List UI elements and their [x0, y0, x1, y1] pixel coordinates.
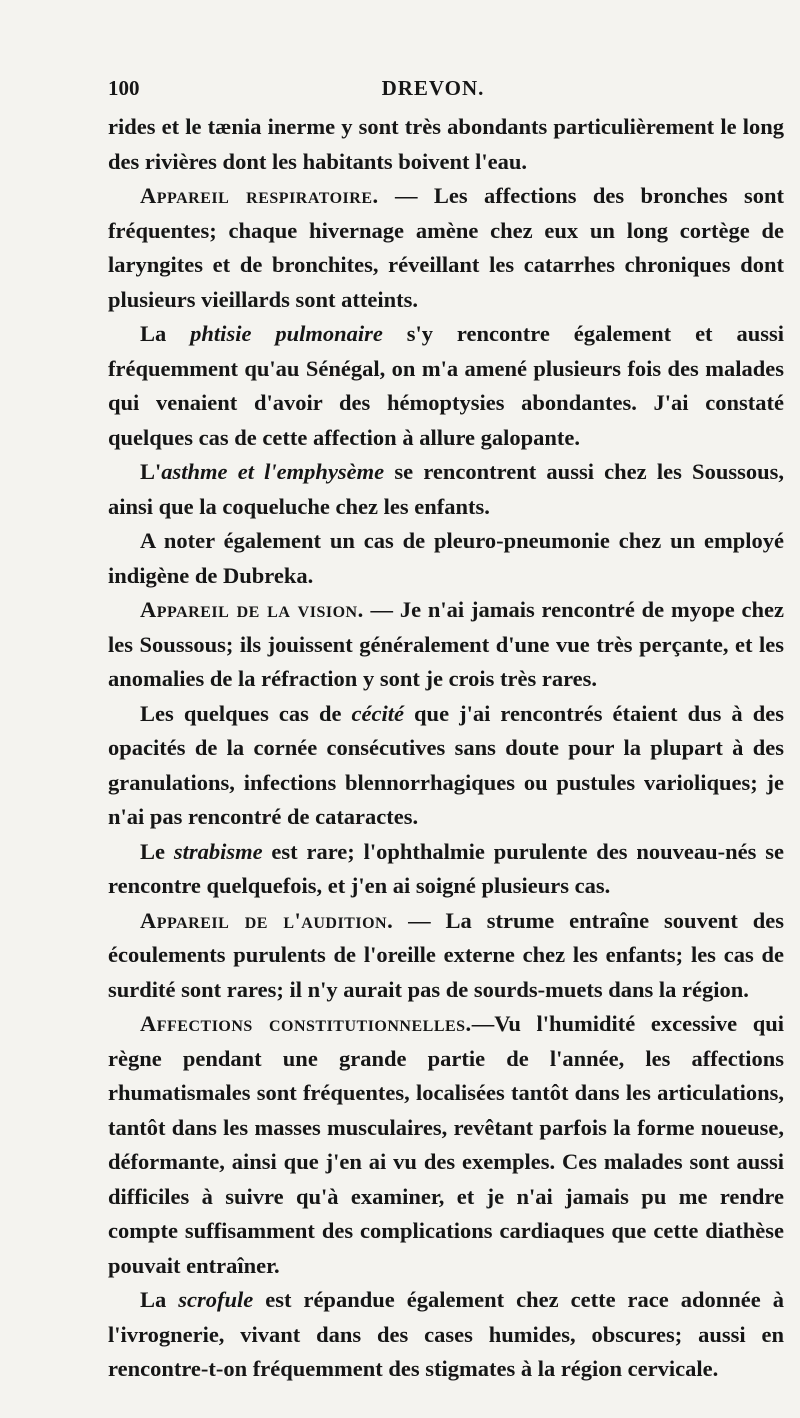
italic-term: strabisme — [173, 838, 263, 864]
paragraph — [108, 110, 784, 179]
section-heading: Appareil respiratoire. — [140, 183, 379, 208]
text-run: — Les affections des bronches sont fréquentes; chaque hivernage amène chez eux un long cortège de laryngites et de bronchites, réveillant les catarrhes chroniques dont plusieurs vieillards sont atteints. — [108, 183, 784, 312]
italic-term: phtisie pulmonaire — [190, 321, 383, 346]
italic-term: scrofule — [178, 1287, 254, 1312]
paragraph — [108, 455, 784, 524]
italic-term: cécité — [351, 700, 404, 726]
text-run: — La strume entraîne souvent des écoulements purulents de l'oreille externe chez les enfants; les cas de surdité sont rares; il n'y aurait pas de sourds-muets dans la région. — [108, 907, 784, 1002]
text-run: est répandue également chez cette race adonnée à l'ivrognerie, vivant dans des cases humides, obscures; aussi en rencontre-t-on fréquemment des stigmates à la région cervicale. — [108, 1287, 784, 1381]
paragraph — [108, 179, 784, 317]
section-heading: Appareil de la vision. — [140, 597, 364, 622]
text-run: est rare; l'ophthalmie purulente des nouveau-nés se rencontre quelquefois, et j'en ai soigné plusieurs cas. — [108, 838, 784, 898]
text-run: — Je n'ai jamais rencontré de myope chez les Soussous; ils jouissent généralement d'une vue très perçante, et les anomalies de la réfraction y sont je crois très rares. — [108, 597, 784, 691]
paragraph — [108, 524, 784, 593]
text-run: A noter également un cas de pleuro-pneumonie chez un employé indigène de Dubreka. — [108, 528, 784, 588]
body-text — [108, 110, 784, 1387]
paragraph — [108, 593, 784, 697]
italic-term: asthme et l'emphysème — [161, 459, 385, 484]
text-run: Les quelques cas de — [140, 700, 352, 726]
text-run: que j'ai rencontrés étaient dus à des opacités de la cornée consécutives sans doute pour la plupart à des granulations, infections blennorrhagiques ou pustules varioliques; je n'ai pas rencontré de cataractes. — [108, 700, 784, 829]
paragraph — [108, 904, 784, 1008]
section-heading: Appareil de l'audition. — [140, 907, 394, 933]
page-number: 100 — [108, 76, 140, 100]
text-run: La — [140, 1287, 179, 1312]
text-run: —Vu l'humidité excessive qui règne pendant une grande partie de l'année, les affections rhumatismales sont fréquentes, localisées tantôt dans les articulations, tantôt dans les masses musculaires, revêtant parfois la forme noueuse, déformante, ainsi que j'en ai vu des exemples. Ces malades sont aussi difficiles à suivre qu'à examiner, et je n'ai jamais pu me rendre compte suffisamment des complications cardiaques que cette diathèse pouvait entraîner. — [108, 1011, 785, 1278]
text-run: La — [140, 321, 191, 346]
text-run: s'y rencontre également et aussi fréquemment qu'au Sénégal, on m'a amené plusieurs fois des malades qui venaient d'avoir des hémoptysies abondantes. J'ai constaté quelques cas de cette affection à allure galopante. — [108, 321, 784, 450]
page-header — [108, 76, 758, 110]
text-run: se rencontrent aussi chez les Soussous, ainsi que la coqueluche chez les enfants. — [108, 459, 784, 519]
paragraph — [108, 1283, 784, 1387]
paragraph — [108, 317, 784, 455]
paragraph — [108, 1007, 784, 1283]
running-head: DREVON. — [381, 76, 485, 100]
text-run: Le — [140, 838, 174, 864]
paragraph — [108, 835, 784, 904]
text-run: rides et le tænia inerme y sont très abondants particulièrement le long des rivières dont les habitants boivent l'eau. — [108, 114, 784, 174]
paragraph — [108, 697, 784, 835]
text-run: L' — [140, 459, 162, 484]
section-heading: Affections constitutionnelles. — [140, 1011, 472, 1036]
